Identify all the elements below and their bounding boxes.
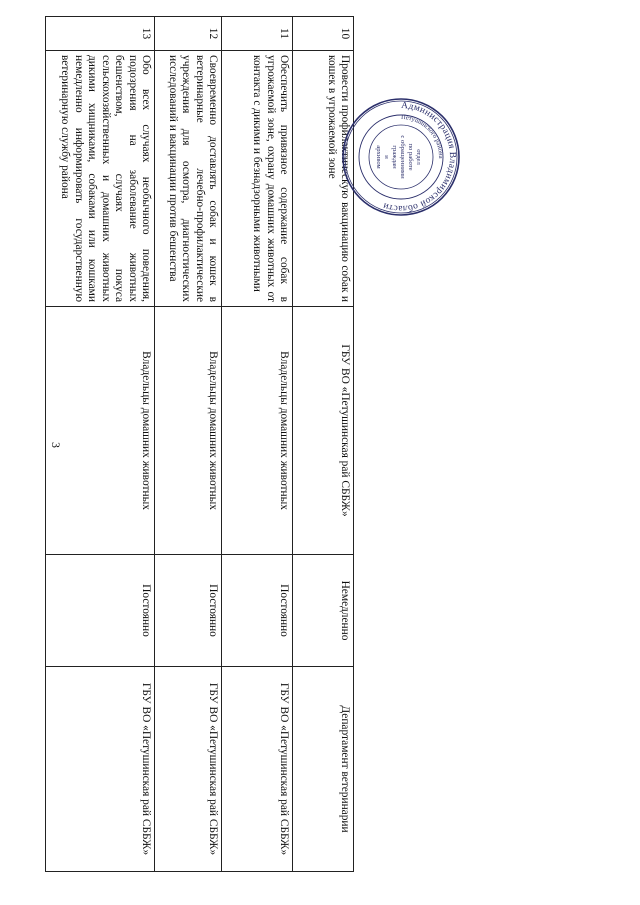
stamp-center-line: граждан xyxy=(391,145,398,169)
stamp-seal-icon xyxy=(340,96,462,218)
term-cell: Постоянно xyxy=(155,555,222,667)
executor-cell: Владельцы домашних животных xyxy=(222,307,293,555)
measures-table xyxy=(45,16,354,872)
row-number: 11 xyxy=(222,17,293,51)
executor-cell: ГБУ ВО «Петушинская рай СББЖ» xyxy=(293,307,354,555)
term-cell: Постоянно xyxy=(222,555,293,667)
row-number: 12 xyxy=(155,17,222,51)
measure-cell: Своевременно доставлять собак и кошек в ветеринарные лечебно-профилактические учреждения для осмотра, диагностических исследований и вакцинации против бешенства xyxy=(155,51,222,307)
executor-cell: Владельцы домашних животных xyxy=(155,307,222,555)
stamp-center-line: архивом xyxy=(375,145,382,169)
stamp-inner-text: Петушинского района xyxy=(400,113,445,159)
stamp-outer-text: Администрация Владимирской области xyxy=(381,100,458,214)
responsible-cell: Департамент ветеринарии xyxy=(293,667,354,872)
stamp-center-line: с обращениями xyxy=(399,135,406,179)
stamp-center-line: и xyxy=(383,155,390,159)
official-stamp xyxy=(340,96,462,218)
row-number: 10 xyxy=(293,17,354,51)
measure-cell: Провести профилактическую вакцинацию собак и кошек в угрожаемой зоне xyxy=(293,51,354,307)
page-number: 3 xyxy=(49,442,63,448)
responsible-cell: ГБУ ВО «Петушинская рай СББЖ» xyxy=(155,667,222,872)
stamp-center-text xyxy=(375,135,422,179)
measure-cell: Обеспечить привязное содержание собак в угрожаемой зоне, охрану домашних животных от контакта с дикими и безнадзорными животными xyxy=(222,51,293,307)
term-cell: Немедленно xyxy=(293,555,354,667)
stamp-center-line: отдел xyxy=(415,149,422,165)
table-row xyxy=(46,17,155,872)
row-number: 13 xyxy=(46,17,155,51)
table-row xyxy=(155,17,222,872)
measures-table-container xyxy=(59,16,354,871)
table-row xyxy=(222,17,293,872)
term-cell: Постоянно xyxy=(46,555,155,667)
responsible-cell: ГБУ ВО «Петушинская рай СББЖ» xyxy=(222,667,293,872)
stamp-center-line: по работе xyxy=(407,143,414,171)
responsible-cell: ГБУ ВО «Петушинская рай СББЖ» xyxy=(46,667,155,872)
measure-cell: Обо всех случаях необычного поведения, подозрения на заболевание животных бешенством, случаях покуса сельскохозяйственных и домашних животных дикими хищниками, собаками или кошками немедленно информировать государственную ветеринарную службу района xyxy=(46,51,155,307)
executor-cell: Владельцы домашних животных xyxy=(46,307,155,555)
